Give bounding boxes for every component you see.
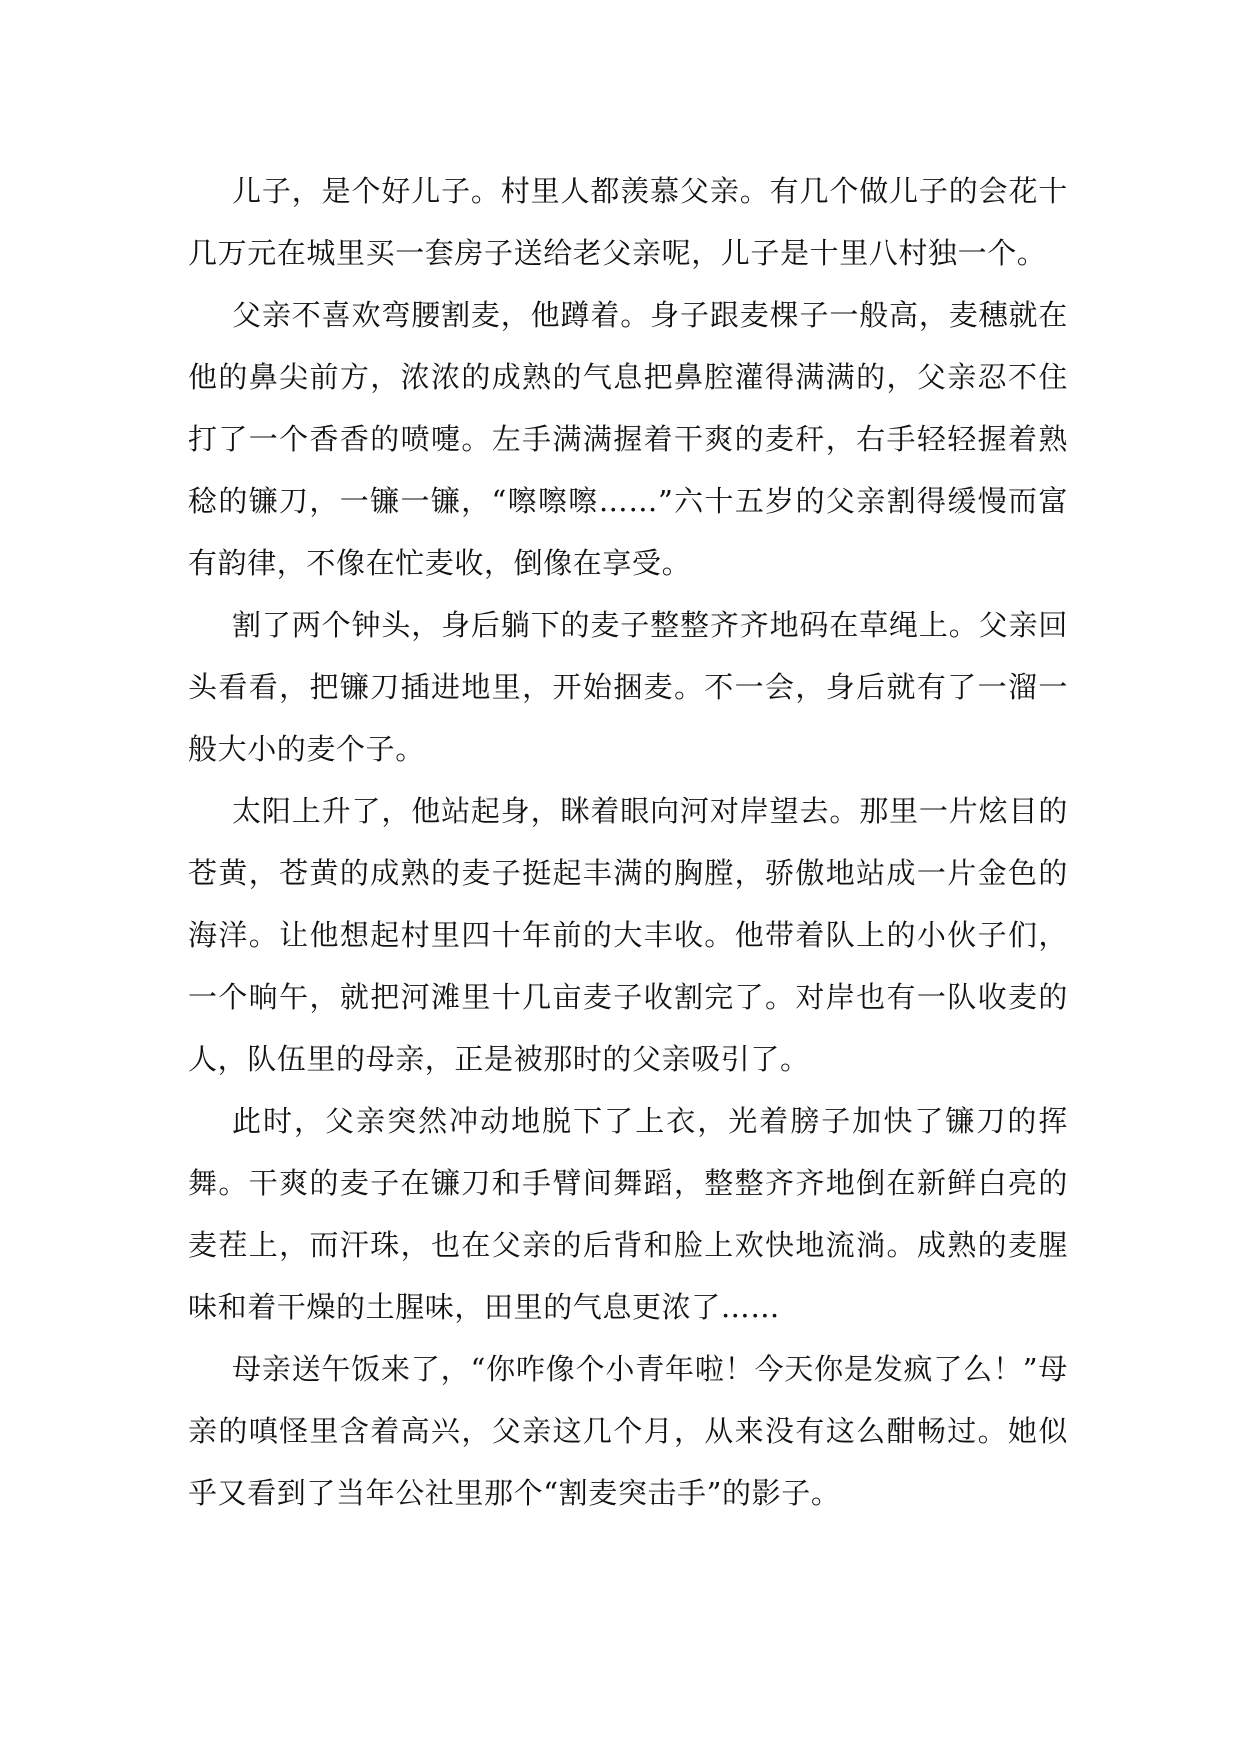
paragraph-two-hours: 割了两个钟头，身后躺下的麦子整整齐齐地码在草绳上。父亲回头看看，把镰刀插进地里，开始捆麦。不一会，身后就有了一溜一般大小的麦个子。 xyxy=(188,608,1068,766)
paragraph-father-harvest: 父亲不喜欢弯腰割麦，他蹲着。身子跟麦棵子一般高，麦穗就在他的鼻尖前方，浓浓的成熟的气息把鼻腔灌得满满的，父亲忍不住打了一个香香的喷嚏。左手满满握着干爽的麦秆，右手轻轻握着熟稔的镰刀，一镰一镰，“嚓嚓嚓……”六十五岁的父亲割得缓慢而富有韵律，不像在忙麦收，倒像在享受。 xyxy=(188,298,1068,580)
paragraph-son-good: 儿子，是个好儿子。村里人都羡慕父亲。有几个做儿子的会花十几万元在城里买一套房子送给老父亲呢，儿子是十里八村独一个。 xyxy=(188,174,1068,270)
story-text-body xyxy=(188,160,1068,1524)
paragraph-father-impulse: 此时，父亲突然冲动地脱下了上衣，光着膀子加快了镰刀的挥舞。干爽的麦子在镰刀和手臂间舞蹈，整整齐齐地倒在新鲜白亮的麦茬上，而汗珠，也在父亲的后背和脸上欢快地流淌。成熟的麦腥味和着干燥的土腥味，田里的气息更浓了…… xyxy=(188,1104,1068,1324)
paragraph-mother-lunch: 母亲送午饭来了，“你咋像个小青年啦！今天你是发疯了么！”母亲的嗔怪里含着高兴，父亲这几个月，从来没有这么酣畅过。她似乎又看到了当年公社里那个“割麦突击手”的影子。 xyxy=(188,1352,1068,1510)
paragraph-sun-rising: 太阳上升了，他站起身，眯着眼向河对岸望去。那里一片炫目的苍黄，苍黄的成熟的麦子挺起丰满的胸膛，骄傲地站成一片金色的海洋。让他想起村里四十年前的大丰收。他带着队上的小伙子们，一个晌午，就把河滩里十几亩麦子收割完了。对岸也有一队收麦的人，队伍里的母亲，正是被那时的父亲吸引了。 xyxy=(188,794,1068,1076)
